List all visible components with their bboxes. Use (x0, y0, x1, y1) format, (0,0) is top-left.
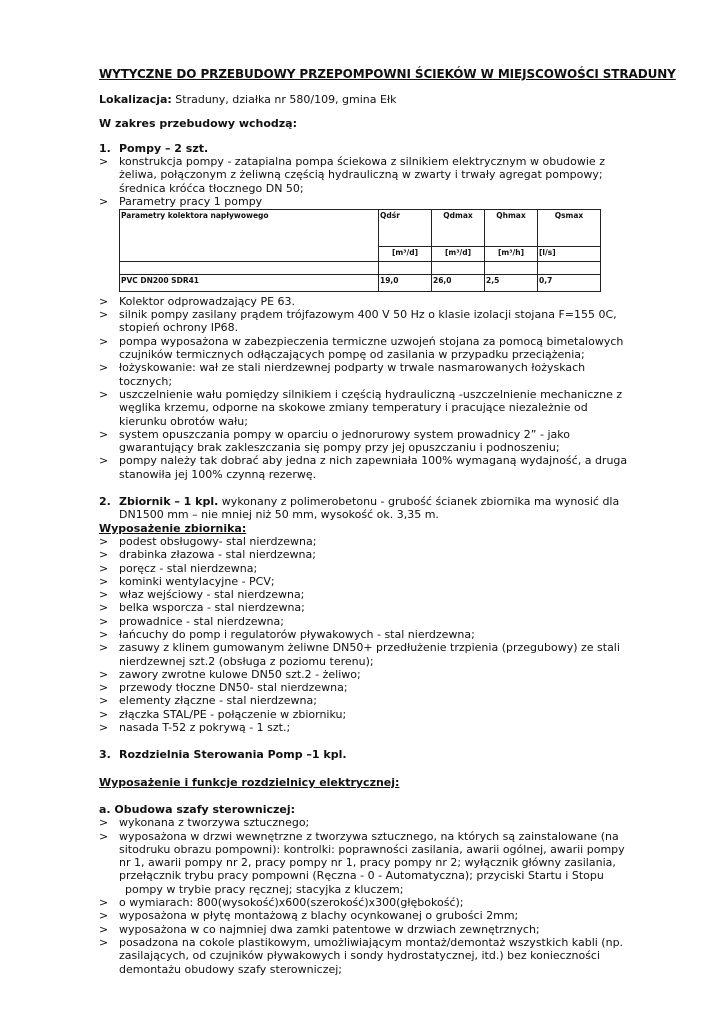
list-item: > wykonana z tworzywa sztucznego; (99, 816, 310, 830)
list-item: > pompa wyposażona w zabezpieczenia termiczne uzwojeń stojana za pomocą bimetalowych czujników termicznych odłączających pompę od zasilania w przypadku przeciążenia; (99, 334, 624, 362)
pump-list-b (99, 295, 634, 481)
section-title: Zbiornik – 1 kpl. (119, 495, 219, 509)
table-cell (538, 261, 601, 274)
arrow-marker: > (99, 694, 109, 708)
table-header-cell: Qdmax (432, 210, 485, 247)
list-item: > przewody tłoczne DN50- stal nierdzewna; (99, 681, 348, 695)
list-item: > konstrukcja pompy - zatapialna pompa ściekowa z silnikiem elektrycznym w obudowie z żeliwa, połączonym z żeliwną częścią hydrauliczną w zwarty i trwały agregat pompowy; średnica króćca tłocznego DN 50; (99, 155, 605, 195)
document-title: WYTYCZNE DO PRZEBUDOWY PRZEPOMPOWNI ŚCIEKÓW W MIEJSCOWOŚCI STRADUNY (99, 67, 676, 81)
table-header-cell: Qdśr (379, 210, 432, 247)
list-item: > uszczelnienie wału pomiędzy silnikiem i częścią hydrauliczną -uszczelnienie mechaniczne z węglika krzemu, odporne na skokowe zmiany temperatury i pracujące niezależnie od kierunku obrotów wału; (99, 387, 623, 428)
arrow-marker: > (99, 361, 109, 375)
section-number: 3. (99, 748, 111, 762)
list-item: > kominki wentylacyjne - PCV; (99, 574, 275, 588)
table-cell (120, 246, 379, 261)
section-number: 2. (99, 495, 111, 509)
arrow-marker: > (99, 308, 109, 322)
section-1-heading (99, 142, 634, 155)
list-item: > nasada T-52 z pokrywą - 1 szt.; (99, 721, 291, 735)
table-cell: [l/s] (538, 246, 601, 261)
list-item: > Parametry pracy 1 pompy (99, 195, 263, 209)
arrow-marker: > (99, 588, 109, 602)
arrow-marker: > (99, 816, 109, 830)
table-cell: [m³/h] (485, 246, 538, 261)
arrow-marker: > (99, 334, 109, 348)
arrow-marker: > (99, 574, 109, 588)
scope-heading: W zakres przebudowy wchodzą: (99, 116, 297, 130)
arrow-marker: > (99, 922, 109, 936)
list-item: > podest obsługowy- stal nierdzewna; (99, 534, 317, 548)
arrow-marker: > (99, 829, 109, 843)
table-cell: [m³/d] (432, 246, 485, 261)
arrow-marker: > (99, 548, 109, 562)
list-item: > zawory zwrotne kulowe DN50 szt.2 - żeliwo; (99, 667, 361, 681)
arrow-marker: > (99, 707, 109, 721)
switchboard-functions-heading: Wyposażenie i funkcje rozdzielnicy elektrycznej: (99, 775, 400, 789)
table-cell: 19,0 (379, 274, 432, 291)
table-header-cell: Qhmax (485, 210, 538, 247)
section-3-heading (99, 748, 634, 761)
list-item: > zasuwy z klinem gumowanym żeliwne DN50+ przedłużenie trzpienia (przegubowy) ze stali nierdzewnej szt.2 (obsługa z poziomu terenu); (99, 641, 620, 668)
location-label: Lokalizacja: (99, 93, 172, 107)
list-item: > Kolektor odprowadzający PE 63. (99, 294, 296, 308)
list-item: > wyposażona w drzwi wewnętrzne z tworzywa sztucznego, na których są zainstalowane (na sitodruku obrazu pompowni): kontrolki: poprawności zasilania, awarii ogólnej, awarii pompy nr 1, awarii pompy nr 2, pracy pompy nr 1, pracy pompy nr 2; wyłącznik główny zasilania, (99, 829, 625, 870)
table-header-row (120, 210, 601, 247)
list-item: > pompy należy tak dobrać aby jedna z nich zapewniała 100% wymaganą wydajność, a druga stanowiła jej 100% czynną rezerwę. (99, 454, 628, 481)
table-cell: [m³/d] (379, 246, 432, 261)
table-cell (432, 261, 485, 274)
cabinet-list (99, 816, 634, 976)
list-item: > elementy złączne - stal nierdzewna; (99, 694, 317, 708)
location-line (99, 93, 634, 106)
section-title: Pompy – 2 szt. (119, 141, 209, 155)
tank-equipment-list (99, 535, 634, 734)
arrow-marker: > (99, 195, 109, 209)
arrow-marker: > (99, 561, 109, 575)
list-item: > belka wsporcza - stal nierdzewna; (99, 601, 305, 615)
list-item-continuation: przełącznik trybu pracy pompowni (Ręczna - 0 - Automatyczna); przyciski Startu i Stopu pompy w trybie pracy ręcznej; stacyjka z kluczem; (119, 869, 604, 896)
table-header-cell: Parametry kolektora napływowego (120, 210, 379, 247)
arrow-marker: > (99, 294, 109, 308)
arrow-marker: > (99, 896, 109, 910)
arrow-marker: > (99, 601, 109, 615)
table-cell (485, 261, 538, 274)
table-cell: 0,7 (538, 274, 601, 291)
section-number: 1. (99, 141, 111, 155)
arrow-marker: > (99, 387, 109, 401)
list-item: > łańcuchy do pomp i regulatorów pływakowych - stal nierdzewna; (99, 628, 475, 641)
arrow-marker: > (99, 614, 109, 628)
section-text: wykonany z polimerobetonu - grubość ścianek zbiornika ma wynosić dla DN1500 mm – nie mniej niż 50 mm, wysokość ok. 3,35 m. (119, 495, 620, 522)
arrow-marker: > (99, 454, 109, 468)
table-cell: 26,0 (432, 274, 485, 291)
arrow-marker: > (99, 721, 109, 735)
list-item: > wyposażona w płytę montażową z blachy ocynkowanej o grubości 2mm; (99, 909, 519, 923)
arrow-marker: > (99, 909, 109, 923)
list-item: > złączka STAL/PE - połączenie w zbiorniku; (99, 707, 347, 721)
table-cell: PVC DN200 SDR41 (120, 274, 379, 291)
list-item: > drabinka złazowa - stal nierdzewna; (99, 548, 316, 562)
arrow-marker: > (99, 681, 109, 695)
document-page (99, 67, 676, 976)
list-item: > silnik pompy zasilany prądem trójfazowym 400 V 50 Hz o klasie izolacji stojana F=155 0C, stopień ochrony IP68. (99, 308, 617, 335)
location-value: Straduny, działka nr 580/109, gmina Ełk (171, 93, 397, 107)
list-item: > właz wejściowy - stal nierdzewna; (99, 588, 305, 602)
table-header-cell: Qsmax (538, 210, 601, 247)
pump-parameters-table (119, 209, 601, 292)
table-row (120, 274, 601, 291)
arrow-marker: > (99, 427, 109, 441)
list-item: > wyposażona w co najmniej dwa zamki patentowe w drzwiach zewnętrznych; (99, 922, 540, 936)
table-cell: 2,5 (485, 274, 538, 291)
arrow-marker: > (99, 534, 109, 548)
table-cell (379, 261, 432, 274)
subsection-a-heading: a. Obudowa szafy sterowniczej: (99, 802, 296, 816)
arrow-marker: > (99, 935, 109, 949)
tank-equipment-heading: Wyposażenie zbiornika: (99, 521, 247, 535)
list-item: > posadzona na cokole plastikowym, umożliwiającym montaż/demontaż wszystkich kabli (np. zasilających, od czujników pływakowych i sondy hydrostatycznej, itd.) bez konieczności demontażu obudowy szafy sterowniczej; (99, 935, 624, 976)
list-item: > prowadnice - stal nierdzewna; (99, 614, 284, 628)
pump-list-a (99, 155, 634, 208)
arrow-marker: > (99, 667, 109, 681)
section-title: Rozdzielnia Sterowania Pomp –1 kpl. (119, 748, 347, 762)
table-spacer-row (120, 261, 601, 274)
list-item: > poręcz - stal nierdzewna; (99, 561, 258, 575)
arrow-marker: > (99, 155, 109, 169)
arrow-marker: > (99, 641, 109, 655)
section-2-heading (99, 495, 634, 522)
list-item: > o wymiarach: 800(wysokość)x600(szerokość)x300(głębokość); (99, 896, 464, 910)
arrow-marker: > (99, 628, 109, 641)
table-unit-row (120, 246, 601, 261)
table-cell (120, 261, 379, 274)
list-item: > łożyskowanie: wał ze stali nierdzewnej podparty w trwale nasmarowanych łożyskach tocznych; (99, 361, 586, 388)
list-item: > system opuszczania pompy w oparciu o jednorurowy system prowadnicy 2” - jako gwarantujący brak zakleszczania się pompy przy jej opuszczaniu i podnoszeniu; (99, 427, 570, 455)
